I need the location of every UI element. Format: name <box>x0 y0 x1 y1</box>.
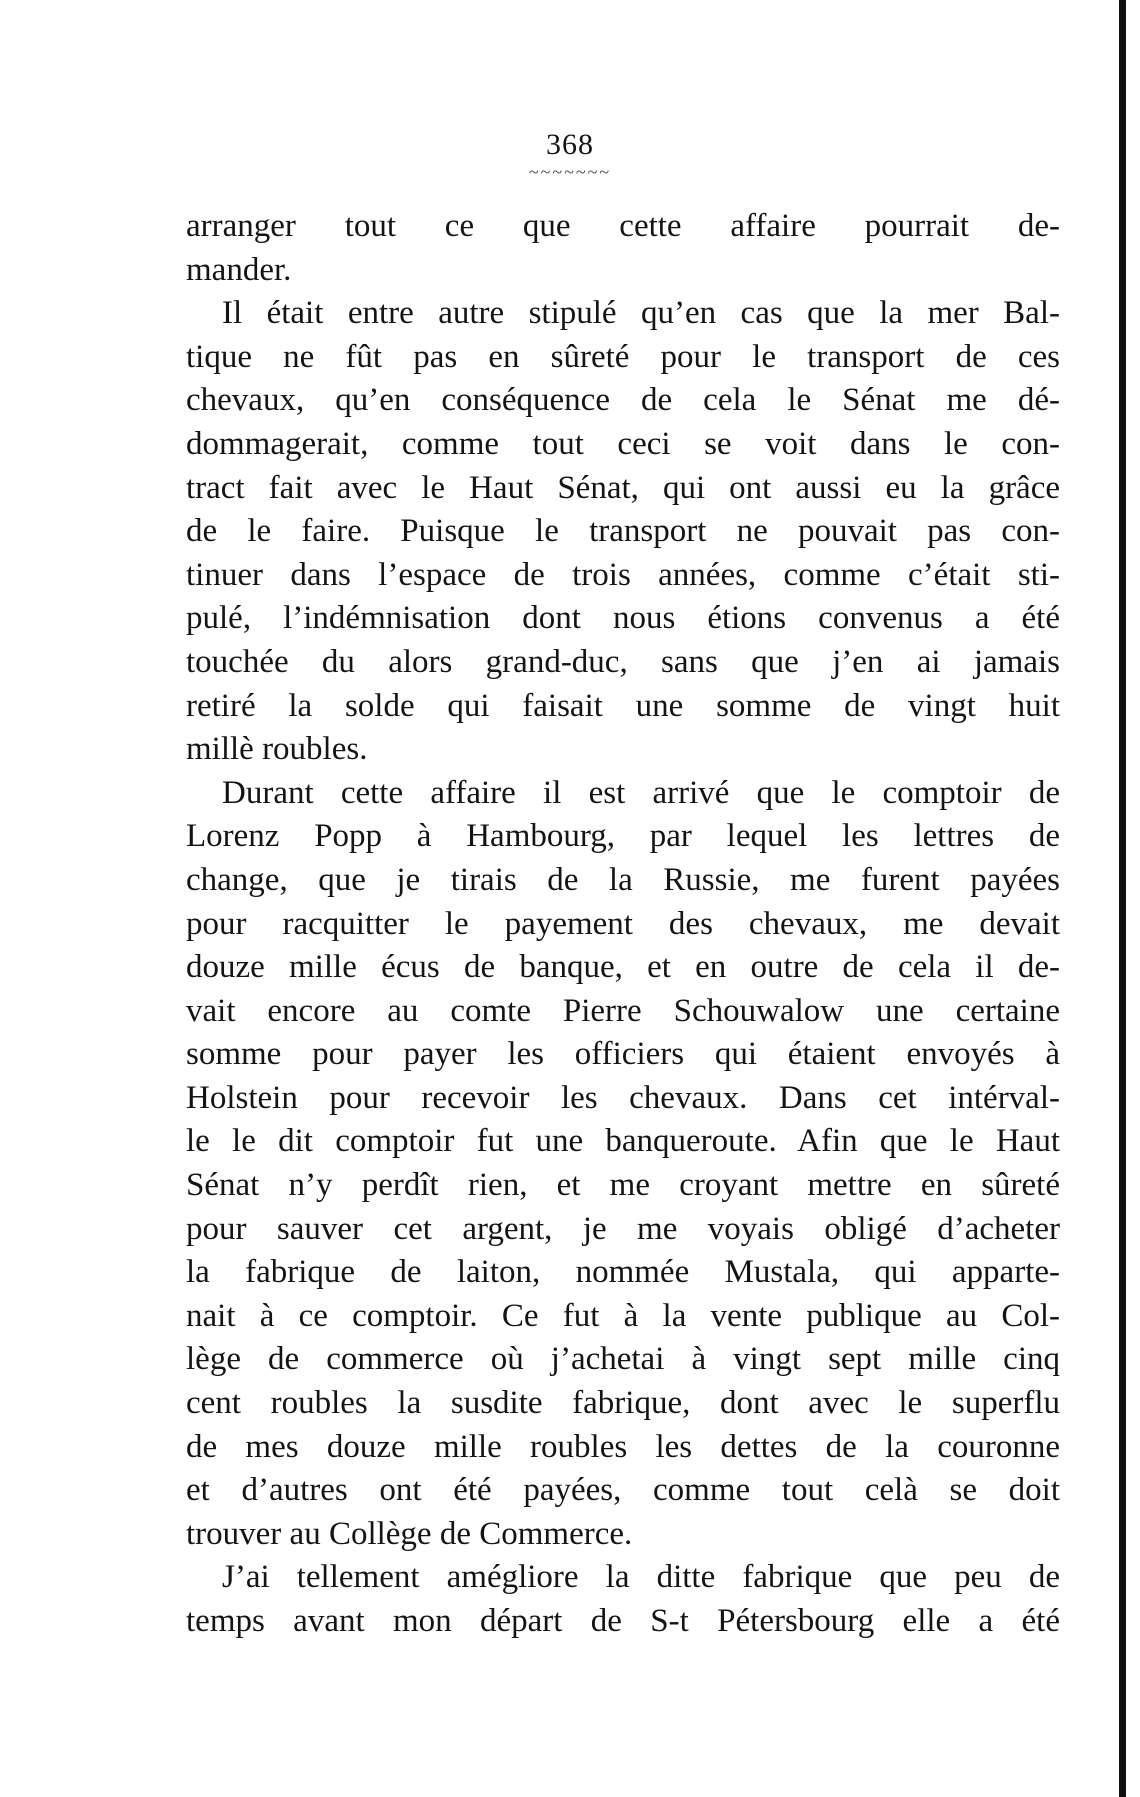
text-line: vait encore au comte Pierre Schouwalow une certaine <box>186 992 1060 1029</box>
text-line: tract fait avec le Haut Sénat, qui ont aussi eu la grâce <box>186 469 1060 506</box>
text-line: dommagerait, comme tout ceci se voit dans le con- <box>186 425 1060 462</box>
text-line: Lorenz Popp à Hambourg, par lequel les lettres de <box>186 818 1060 855</box>
text-line: tique ne fût pas en sûreté pour le transport de ces <box>186 338 1060 375</box>
text-line: pulé, l’indémnisation dont nous étions convenus a été <box>186 600 1060 637</box>
text-line: change, que je tirais de la Russie, me furent payées <box>186 861 1060 898</box>
text-line: cent roubles la susdite fabrique, dont avec le superflu <box>186 1385 1060 1422</box>
text-line: Holstein pour recevoir les chevaux. Dans cet intérval- <box>186 1079 1060 1116</box>
text-line: Durant cette affaire il est arrivé que le comptoir de <box>222 774 1060 811</box>
page-number-ornament: ~~~~~~~ <box>528 162 612 182</box>
text-line: le le dit comptoir fut une banqueroute. Afin que le Haut <box>186 1123 1060 1160</box>
text-line: de mes douze mille roubles les dettes de la couronne <box>186 1428 1060 1465</box>
body-text <box>186 205 1060 1644</box>
text-line: et d’autres ont été payées, comme tout celà se doit <box>186 1472 1060 1509</box>
text-line: lège de commerce où j’achetai à vingt sept mille cinq <box>186 1341 1060 1378</box>
text-line: pour sauver cet argent, je me voyais obligé d’acheter <box>186 1210 1060 1247</box>
text-line: Sénat n’y perdît rien, et me croyant mettre en sûreté <box>186 1167 1060 1204</box>
text-line: Il était entre autre stipulé qu’en cas que la mer Bal- <box>222 295 1060 332</box>
text-line: mander. <box>186 251 292 288</box>
text-line: chevaux, qu’en conséquence de cela le Sénat me dé- <box>186 382 1060 419</box>
text-line: millè roubles. <box>186 731 368 768</box>
text-line: douze mille écus de banque, et en outre de cela il de- <box>186 949 1060 986</box>
text-line: tinuer dans l’espace de trois années, comme c’était sti- <box>186 556 1060 593</box>
text-line: temps avant mon départ de S-t Pétersbourg elle a été <box>186 1603 1060 1639</box>
text-line: de le faire. Puisque le transport ne pouvait pas con- <box>186 513 1060 550</box>
text-line: trouver au Collège de Commerce. <box>186 1515 633 1552</box>
page-number: 368 <box>546 128 594 161</box>
text-line: pour racquitter le payement des chevaux, me devait <box>186 905 1060 942</box>
text-line: touchée du alors grand-duc, sans que j’en ai jamais <box>186 643 1060 680</box>
text-line: nait à ce comptoir. Ce fut à la vente publique au Col- <box>186 1297 1060 1334</box>
text-line: retiré la solde qui faisait une somme de vingt huit <box>186 687 1060 724</box>
text-line: somme pour payer les officiers qui étaient envoyés à <box>186 1036 1060 1073</box>
text-line: la fabrique de laiton, nommée Mustala, qui apparte- <box>186 1254 1060 1291</box>
text-line: arranger tout ce que cette affaire pourrait de- <box>186 208 1060 244</box>
text-line: J’ai tellement amégliore la ditte fabrique que peu de <box>222 1559 1060 1596</box>
page-edge-shadow <box>1119 0 1126 1797</box>
